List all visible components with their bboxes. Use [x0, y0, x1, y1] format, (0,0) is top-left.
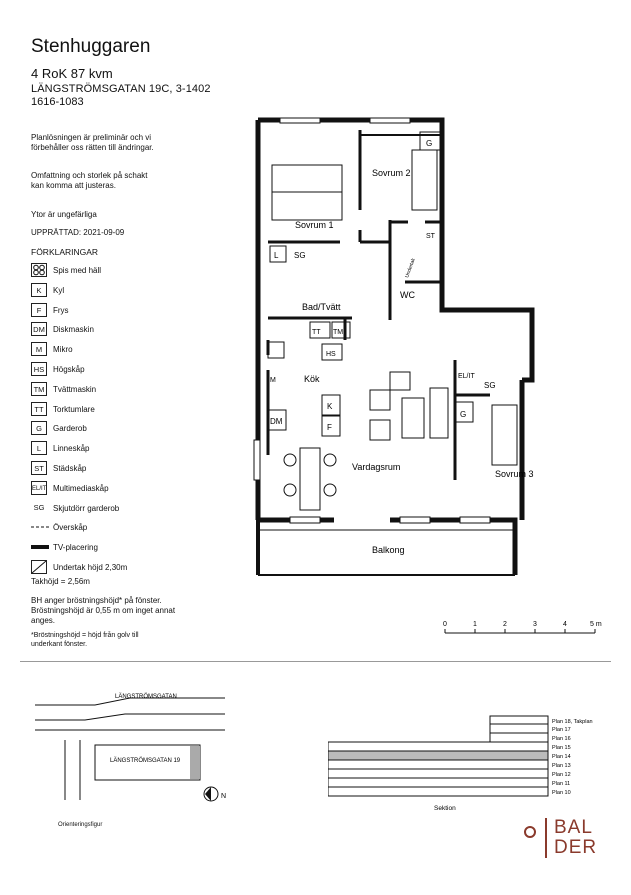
legend-label: Frys: [53, 305, 69, 315]
street-label: LÄNGSTRÖMSGATAN: [115, 694, 177, 700]
legend-row: [31, 439, 191, 459]
scale-bar: [440, 618, 610, 648]
lowered-ceiling-icon: [31, 560, 47, 574]
legend-row: [31, 499, 191, 519]
room-kok: Kök: [304, 374, 320, 384]
note-created: UPPRÄTTAD: 2021-09-09: [31, 228, 125, 237]
scale-tick: 2: [503, 621, 507, 628]
floor-label: Plan 15: [552, 745, 571, 751]
legend-code: M: [31, 342, 47, 356]
ceiling-height: Takhöjd = 2,56m: [31, 577, 90, 586]
apartment-type: 4 RoK 87 kvm: [31, 66, 113, 81]
legend-code: EL/IT: [31, 481, 47, 495]
room-vardagsrum: Vardagsrum: [352, 462, 401, 472]
legend-row: [31, 320, 191, 340]
north-label: N: [221, 793, 227, 800]
label-st: ST: [426, 233, 435, 240]
legend-row: [31, 479, 191, 499]
label-dm: DM: [270, 417, 283, 426]
balder-logo: [554, 818, 597, 858]
legend-label: TV-placering: [53, 543, 98, 553]
legend-label: Högskåp: [53, 364, 85, 374]
legend-row: [31, 301, 191, 321]
divider: [20, 661, 611, 662]
floor-label: Plan 18, Takplan: [552, 719, 593, 725]
room-balkong: Balkong: [372, 545, 405, 555]
legend-code: DM: [31, 322, 47, 336]
label-elit: EL/IT: [458, 373, 475, 380]
bh-note: BH anger bröstningshöjd* på fönster. Bröstningshöjd är 0,55 m om inget annat anges.: [31, 596, 176, 625]
orientation-caption: Orienteringsfigur: [58, 822, 103, 828]
label-f: F: [327, 423, 332, 432]
legend-label: Torktumlare: [53, 404, 95, 414]
legend-label: Mikro: [53, 345, 73, 355]
room-sovrum2: Sovrum 2: [372, 168, 411, 178]
legend-code: F: [31, 303, 47, 317]
room-bad: Bad/Tvätt: [302, 302, 341, 312]
apartment-address: LÄNGSTRÖMSGATAN 19C, 3-1402: [31, 83, 211, 95]
legend-heading: FÖRKLARINGAR: [31, 247, 99, 257]
legend-label: Skjutdörr garderob: [53, 503, 120, 513]
room-sovrum3: Sovrum 3: [495, 469, 534, 479]
stove-icon: [31, 263, 47, 277]
project-title: Stenhuggaren: [31, 36, 151, 57]
legend-label: Linneskåp: [53, 444, 90, 454]
label-sg3: SG: [484, 381, 496, 390]
legend-row: [31, 419, 191, 439]
legend-label: Garderob: [53, 424, 87, 434]
section-caption: Sektion: [434, 805, 456, 812]
legend-code: ST: [31, 461, 47, 475]
note-areas: Ytor är ungefärliga: [31, 210, 97, 219]
legend-row: [31, 261, 191, 281]
legend-code: L: [31, 441, 47, 455]
legend-label: Städskåp: [53, 463, 87, 473]
logo-line: DER: [554, 837, 598, 858]
floor-label: Plan 11: [552, 781, 571, 787]
label-g3: G: [460, 410, 467, 419]
scale-tick: 5 m: [590, 621, 602, 628]
label-k: K: [327, 402, 333, 411]
floor-label: Plan 16: [552, 736, 571, 742]
floor-label: Plan 12: [552, 772, 571, 778]
floor-label: Plan 10: [552, 790, 571, 796]
legend-row: [31, 340, 191, 360]
legend-code: K: [31, 283, 47, 297]
tv-icon: [31, 540, 47, 554]
legend-code: TT: [31, 402, 47, 416]
floor-label: Plan 17: [552, 727, 571, 733]
label-sg: SG: [294, 251, 306, 260]
note-preliminary: Planlösningen är preliminär och vi förbehåller oss rätten till ändringar.: [31, 133, 154, 152]
legend-row: [31, 459, 191, 479]
dashed-line-icon: [31, 520, 47, 534]
bh-footnote: *Bröstningshöjd = höjd från golv till underkant fönster.: [31, 632, 139, 648]
logo-line: BAL: [554, 817, 593, 838]
logo-bar: [545, 818, 547, 858]
legend-label: Kyl: [53, 285, 65, 295]
scale-tick: 3: [533, 621, 537, 628]
legend-label: Spis med häll: [53, 266, 102, 275]
label-tm: TM: [333, 329, 344, 336]
legend-row: [31, 538, 191, 558]
label-m: M: [270, 377, 276, 384]
floor-label: Plan 13: [552, 763, 571, 769]
legend-row: [31, 558, 191, 578]
orientation-map: [25, 690, 245, 820]
building-label: LÄNGSTRÖMSGATAN 19: [110, 758, 181, 764]
floor-label: Plan 14: [552, 754, 571, 760]
legend-row: [31, 380, 191, 400]
legend-code: TM: [31, 382, 47, 396]
scale-tick: 0: [443, 621, 447, 628]
label-hs: HS: [326, 351, 336, 358]
logo-circle: [524, 826, 536, 838]
legend-label: Tvättmaskin: [53, 384, 97, 394]
legend-code: SG: [33, 502, 45, 512]
scale-tick: 4: [563, 621, 567, 628]
legend-row: [31, 281, 191, 301]
legend-code: G: [31, 421, 47, 435]
legend: [31, 261, 191, 578]
note-shaft: Omfattning och storlek på schakt kan komma att justeras.: [31, 171, 148, 190]
label-g: G: [426, 139, 433, 148]
label-l: L: [274, 251, 279, 260]
floor-plan: [240, 110, 560, 590]
legend-label: Undertak höjd 2,30m: [53, 562, 128, 572]
legend-label: Diskmaskin: [53, 325, 94, 335]
legend-label: Multimediaskåp: [53, 483, 109, 493]
room-wc: WC: [400, 290, 415, 300]
label-tt: TT: [312, 329, 321, 336]
section-diagram: [328, 710, 618, 815]
legend-row: [31, 400, 191, 420]
label-undertak: Undertak: [404, 257, 417, 279]
legend-label: Överskåp: [53, 523, 88, 533]
apartment-id: 1616-1083: [31, 96, 84, 108]
legend-code: HS: [31, 362, 47, 376]
scale-tick: 1: [473, 621, 477, 628]
legend-row: [31, 360, 191, 380]
room-sovrum1: Sovrum 1: [295, 220, 334, 230]
legend-row: [31, 518, 191, 538]
